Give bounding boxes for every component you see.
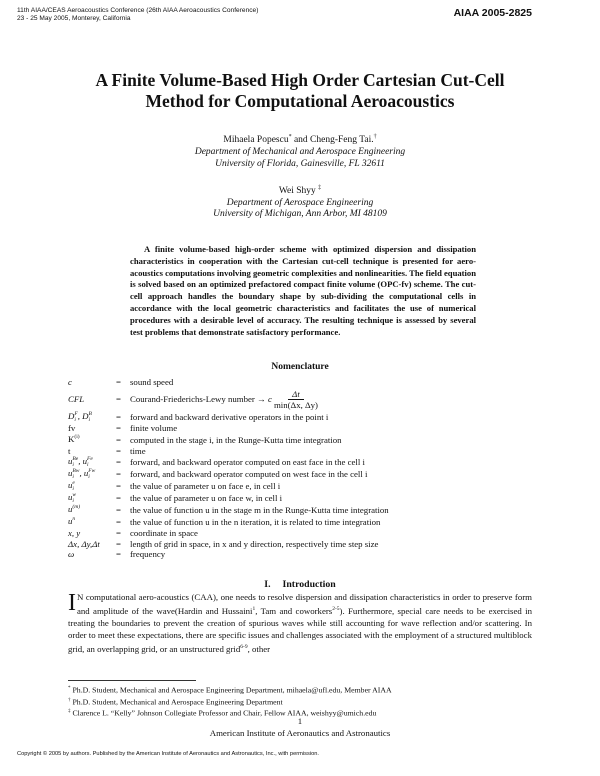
equals-sign: = — [116, 457, 121, 468]
equals-sign: = — [116, 493, 121, 504]
footnote-mark: † — [68, 697, 71, 703]
superscript: B — [88, 411, 92, 418]
symbol-indices — [87, 456, 93, 468]
nomenclature-description: finite volume — [130, 423, 178, 434]
conference-header — [17, 7, 258, 23]
nomenclature-description: coordinate in space — [130, 528, 198, 539]
author-name: Mihaela Popescu — [223, 135, 289, 146]
nomenclature-row — [68, 446, 538, 456]
superscript: Fe — [87, 456, 93, 463]
nomenclature-row — [68, 549, 538, 559]
nomenclature-row — [68, 468, 538, 480]
introduction-paragraph — [68, 592, 532, 655]
symbol-indices — [72, 492, 76, 504]
nomenclature-symbol: u e i — [68, 480, 75, 493]
nomenclature-description: computed in the stage i, in the Runge-Kutta time integration — [130, 434, 342, 445]
symbol-indices — [72, 516, 75, 528]
nomenclature-row — [68, 377, 538, 387]
superscript: Be — [72, 456, 79, 463]
title-line-1: A Finite Volume-Based High Order Cartesian Cut-Cell — [95, 70, 505, 90]
fraction-denominator: min(Δx, Δy) — [273, 399, 318, 410]
footnote-text: Ph.D. Student, Mechanical and Aerospace Engineering Department, mihaela@ufl.edu, Member AIAA — [72, 685, 392, 695]
fraction-prefix: c — [268, 393, 272, 404]
subscript: i — [72, 462, 74, 469]
superscript: (m) — [72, 504, 81, 511]
equals-sign: = — [116, 538, 121, 549]
author-name: and Cheng-Feng Tai. — [291, 135, 374, 146]
nomenclature-symbol: u Be i , u Fe i — [68, 456, 93, 469]
subscript: i — [72, 486, 74, 493]
equals-sign: = — [116, 505, 121, 516]
nomenclature-symbol: t — [68, 445, 71, 456]
body-text: , Tam and coworkers — [255, 605, 333, 616]
page-footer — [0, 716, 600, 739]
superscript: w — [72, 492, 77, 499]
nomenclature-description: length of grid in space, in x and y direction, respectively time step size — [130, 538, 379, 549]
title-line-2: Method for Computational Aeroacoustics — [145, 91, 455, 111]
nomenclature-row — [68, 411, 538, 423]
equals-sign: = — [116, 517, 121, 528]
nomenclature-row — [68, 387, 538, 411]
nomenclature-symbol: CFL — [68, 394, 85, 405]
page-number: 1 — [297, 716, 303, 726]
citation: 6-9 — [240, 643, 248, 650]
authors-line-2 — [0, 183, 600, 198]
body-text: ). Furthermore, special care needs to be exercised in treating the boundaries to prevent the creation of spurious waves while still accounting for wave reflection and/or scattering. In order to meet these expectations, there are specific issues and challenges associated with the employment of a structured multiblock grid, an overlapping grid, or an unstructured grid — [68, 605, 532, 654]
nomenclature-symbol: D F i , D B i — [68, 411, 92, 424]
footnote — [68, 684, 392, 696]
nomenclature-description: time — [130, 445, 146, 456]
nomenclature-symbol: u (m) — [68, 504, 81, 515]
nomenclature-description: frequency — [130, 549, 166, 560]
paper-title — [0, 70, 600, 112]
copyright-notice: Copyright © 2005 by authors. Published by the American Institute of Aeronautics and Astronautics, Inc., with permission. — [17, 751, 319, 757]
footnote-mark: ‡ — [68, 709, 71, 715]
equals-sign: = — [116, 469, 121, 480]
symbol-indices — [72, 456, 78, 468]
nomenclature-row — [68, 504, 538, 516]
symbol-indices — [74, 411, 77, 423]
equals-sign: = — [116, 412, 121, 423]
equals-sign: = — [116, 549, 121, 560]
equals-sign: = — [116, 528, 121, 539]
fraction-numerator: Δt — [288, 389, 304, 400]
nomenclature-row — [68, 423, 538, 433]
nomenclature-heading: Nomenclature — [271, 362, 329, 372]
nomenclature-row — [68, 456, 538, 468]
equals-sign: = — [116, 377, 121, 387]
superscript: Fw — [88, 468, 96, 475]
superscript: Bw — [72, 468, 80, 475]
nomenclature-description: Courand-Friederichs-Lewy number → c $\frac{\Delta t}{\min(\Delta x, \Delta y)}$ — [130, 388, 318, 410]
subscript: i — [72, 474, 74, 481]
subscript: i — [72, 498, 74, 505]
equals-sign: = — [116, 481, 121, 492]
section-title: Introduction — [282, 579, 336, 590]
symbol-indices — [72, 468, 79, 480]
footnote-divider — [68, 680, 196, 681]
nomenclature-row — [68, 434, 538, 446]
symbol-indices — [74, 434, 79, 446]
nomenclature-row — [68, 492, 538, 504]
affiliation-university: University of Florida, Gainesville, FL 32611 — [215, 158, 385, 169]
affiliation-department: Department of Mechanical and Aerospace Engineering — [194, 146, 406, 157]
footnote-text: Ph.D. Student, Mechanical and Aerospace Engineering Department — [72, 697, 283, 707]
nomenclature-symbol: c — [68, 377, 72, 387]
subscript: i — [88, 417, 91, 424]
nomenclature-description: sound speed — [130, 377, 174, 387]
nomenclature-row — [68, 528, 538, 538]
paper-number: AIAA 2005-2825 — [453, 7, 532, 19]
nomenclature-symbol: u Bw i , u Fw i — [68, 468, 96, 481]
equals-sign: = — [116, 445, 121, 456]
footnote — [68, 696, 392, 708]
nomenclature-description: forward, and backward operator computed on east face in the cell i — [130, 457, 365, 468]
subscript: i — [87, 462, 89, 469]
nomenclature-row — [68, 516, 538, 528]
footnote-mark: * — [68, 686, 71, 691]
symbol-indices — [72, 480, 74, 492]
section-number: I. — [264, 579, 271, 590]
conference-date-location: 23 - 25 May 2005, Monterey, California — [17, 15, 131, 22]
nomenclature-description: the value of parameter u on face w, in cell i — [130, 493, 283, 504]
nomenclature-symbol: fv — [68, 423, 76, 434]
affiliation-university: University of Michigan, Ann Arbor, MI 48109 — [213, 209, 387, 220]
citation: 2-5 — [332, 605, 340, 612]
subscript: i — [88, 474, 90, 481]
nomenclature-row — [68, 480, 538, 492]
publisher: American Institute of Aeronautics and Astronautics — [209, 727, 391, 738]
symbol-indices — [89, 411, 92, 423]
nomenclature-row — [68, 539, 538, 549]
author-block — [0, 132, 600, 221]
footnote-mark: * — [288, 134, 292, 140]
nomenclature-symbol: ω — [68, 549, 75, 560]
footnotes — [68, 684, 392, 719]
superscript: n — [72, 516, 76, 523]
section-heading-introduction — [0, 579, 600, 590]
authors-line-1 — [0, 132, 600, 147]
cfl-fraction — [274, 389, 318, 411]
subscript: i — [74, 417, 76, 424]
nomenclature-description: forward, and backward operator computed on west face in the cell i — [130, 469, 368, 480]
superscript: F — [74, 411, 78, 418]
equals-sign: = — [116, 394, 121, 405]
drop-cap: I — [68, 590, 76, 616]
equals-sign: = — [116, 434, 121, 445]
superscript: e — [72, 480, 75, 487]
equals-sign: = — [116, 423, 121, 434]
nomenclature-symbol: Δx, Δy,Δt — [68, 538, 100, 549]
body-text: N computational aero-acoustics (CAA), one needs to resolve dispersion and dissipation characteristics in order to preserve form and amplitude of the wave(Hardin and Hussaini — [77, 592, 532, 616]
symbol-indices — [88, 468, 95, 480]
nomenclature-description: forward and backward derivative operators in the point i — [130, 412, 329, 423]
nomenclature-description: the value of function u in the n iteration, it is related to time integration — [130, 517, 381, 528]
nomenclature-symbol: u w i — [68, 492, 77, 505]
conference-name: 11th AIAA/CEAS Aeroacoustics Conference (26th AIAA Aeroacoustics Conference) — [17, 7, 259, 14]
nomenclature-symbol: x, y — [68, 528, 81, 539]
body-text: , other — [247, 643, 271, 654]
abstract: A finite volume-based high-order scheme with optimized dispersion and dissipation characteristics in cooperation with the Cartesian cut-cell technique is presented for aero-acoustics computations involving geometric complexities and nonlinearities. The field equation is solved based on an optimized prefactored compact finite volume (OPC-fv) scheme. The cut-cell approach handles the boundary shape by sub-dividing the computational cells in accordance with the local geometric characteristics and facilitates the use of numerical procedures with a desirable level of accuracy. The resulting technique is assessed by several test problems that demonstrate satisfactory performance. — [130, 244, 476, 337]
nomenclature-description: the value of function u in the stage m in the Runge-Kutta time integration — [130, 505, 389, 516]
affiliation-department: Department of Aerospace Engineering — [226, 197, 374, 208]
symbol-indices — [72, 504, 80, 516]
footnote-mark: † — [373, 134, 377, 140]
nomenclature-symbol: K (i) — [68, 433, 80, 444]
nomenclature-list — [68, 377, 538, 559]
footnote-text: Clarence L. “Kelly” Johnson Collegiate Professor and Chair, Fellow AIAA, weishyy@umich.edu — [72, 708, 377, 718]
nomenclature-symbol: u n — [68, 516, 76, 527]
citation: 1 — [252, 605, 256, 612]
author-name: Wei Shyy — [278, 185, 316, 196]
footnote-mark: ‡ — [318, 184, 322, 191]
superscript: (i) — [74, 433, 80, 440]
nomenclature-description: the value of parameter u on face e, in cell i — [130, 481, 281, 492]
